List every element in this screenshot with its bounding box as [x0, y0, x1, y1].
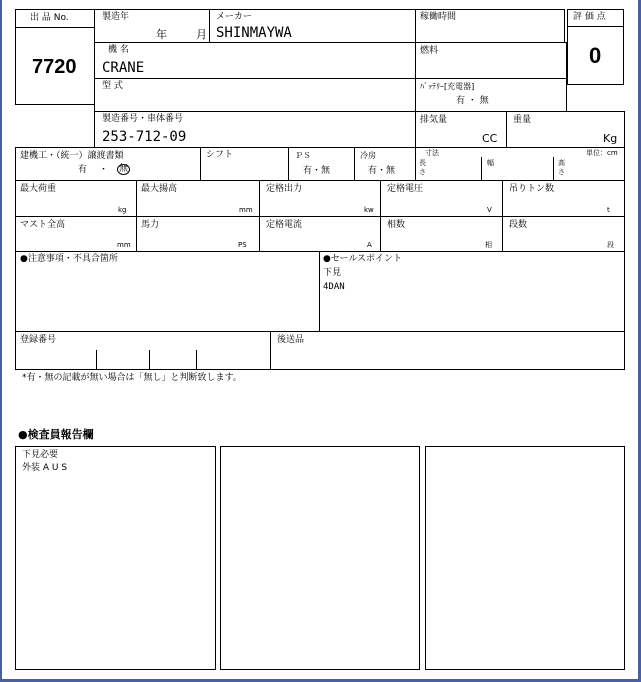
year-unit: 年	[156, 28, 167, 41]
maker-label: メーカー	[216, 12, 252, 22]
post-items-cell	[270, 331, 625, 370]
max-lift-label: 最大揚高	[141, 184, 178, 194]
horsepower-unit: PS	[238, 241, 247, 249]
mast-height-unit: mm	[117, 241, 131, 249]
fuel-label: 燃料	[420, 46, 439, 56]
weight-label: 重量	[513, 115, 532, 125]
inspector-box-2	[220, 446, 420, 670]
model-name-label: 機 名	[108, 45, 129, 55]
rating-label: 評 価 点	[573, 12, 606, 22]
stages-unit: 段	[607, 241, 614, 249]
length-divider	[481, 157, 482, 181]
displacement-unit: CC	[482, 132, 498, 145]
inspector-heading: ●検査員報告欄	[18, 428, 94, 441]
dimensions-label: 寸法	[425, 149, 439, 157]
max-lift-unit: mm	[239, 206, 253, 214]
caution-label: ●注意事項・不具合箇所	[20, 254, 118, 264]
rated-voltage-label: 定格電圧	[387, 184, 424, 194]
maker-value: SHINMAYWA	[216, 25, 292, 41]
width-divider	[553, 157, 554, 181]
width-label: 幅	[487, 159, 494, 167]
weight-unit: Kg	[603, 132, 618, 145]
ps-label: ＰＳ	[295, 151, 311, 160]
registration-box-divider-1	[96, 350, 97, 370]
transfer-no-circled: 無	[119, 164, 129, 174]
sales-point-label: ●セールスポイント	[323, 254, 403, 264]
transfer-yes: 有	[78, 165, 88, 175]
type-label: 型 式	[102, 81, 123, 91]
lift-ton-label: 吊りトン数	[509, 184, 555, 194]
registration-box-divider-3	[196, 350, 197, 370]
model-name-value: CRANE	[102, 60, 145, 76]
registration-box-divider-2	[149, 350, 150, 370]
max-load-unit: kg	[118, 206, 127, 214]
rated-voltage-unit: V	[487, 206, 492, 214]
battery-options: 有 ・ 無	[456, 96, 489, 106]
rated-current-label: 定格電流	[266, 220, 303, 230]
registration-label: 登録番号	[20, 335, 57, 345]
inspector-box-1-line-2: 外装 A U S	[22, 463, 68, 473]
sales-line-1: 下見	[323, 268, 342, 278]
type-cell	[94, 78, 416, 112]
stages-label: 段数	[509, 220, 528, 230]
window-frame-left	[0, 0, 2, 682]
battery-label: ﾊﾞｯﾃﾘｰ[充電器]	[420, 82, 475, 91]
rated-output-label: 定格出力	[266, 184, 303, 194]
month-unit: 月	[196, 28, 207, 41]
length-label: 長さ	[419, 159, 426, 176]
horsepower-label: 馬力	[141, 220, 160, 230]
inspector-box-3	[425, 446, 625, 670]
mast-height-label: マスト全高	[20, 220, 66, 230]
height-label: 高さ	[558, 159, 565, 176]
transfer-docs-label: 建機工・（統一）譲渡書類	[20, 151, 124, 161]
serial-value: 253-712-09	[102, 129, 187, 145]
inspector-box-1-line-1: 下見必要	[22, 450, 59, 460]
inspector-box-1	[15, 446, 216, 670]
hours-label: 稼働時間	[420, 12, 457, 22]
cooling-label: 冷房	[360, 151, 376, 160]
lift-ton-unit: t	[607, 206, 610, 214]
footnote: *有・無の記載が無い場合は「無し」と判断致します。	[22, 373, 242, 383]
post-items-label: 後送品	[277, 335, 305, 345]
rating-value: 0	[589, 43, 602, 68]
dimensions-unit: 単位：cm	[586, 149, 618, 157]
phase-label: 相数	[387, 220, 406, 230]
lot-number-label: 出 品 No.	[30, 13, 69, 23]
displacement-label: 排気量	[420, 115, 448, 125]
rated-current-unit: A	[367, 241, 372, 249]
phase-unit: 相	[485, 241, 492, 249]
shift-label: シフト	[206, 150, 234, 160]
serial-label: 製造番号・車体番号	[102, 114, 184, 124]
ps-options: 有・無	[303, 166, 331, 176]
year-label: 製造年	[102, 12, 130, 22]
lot-number: 7720	[32, 56, 77, 78]
transfer-dot: ・	[99, 165, 109, 175]
cooling-options: 有・無	[368, 166, 396, 176]
max-load-label: 最大荷重	[20, 184, 57, 194]
sales-line-2: 4DAN	[323, 282, 345, 292]
rated-output-unit: kw	[364, 206, 374, 214]
